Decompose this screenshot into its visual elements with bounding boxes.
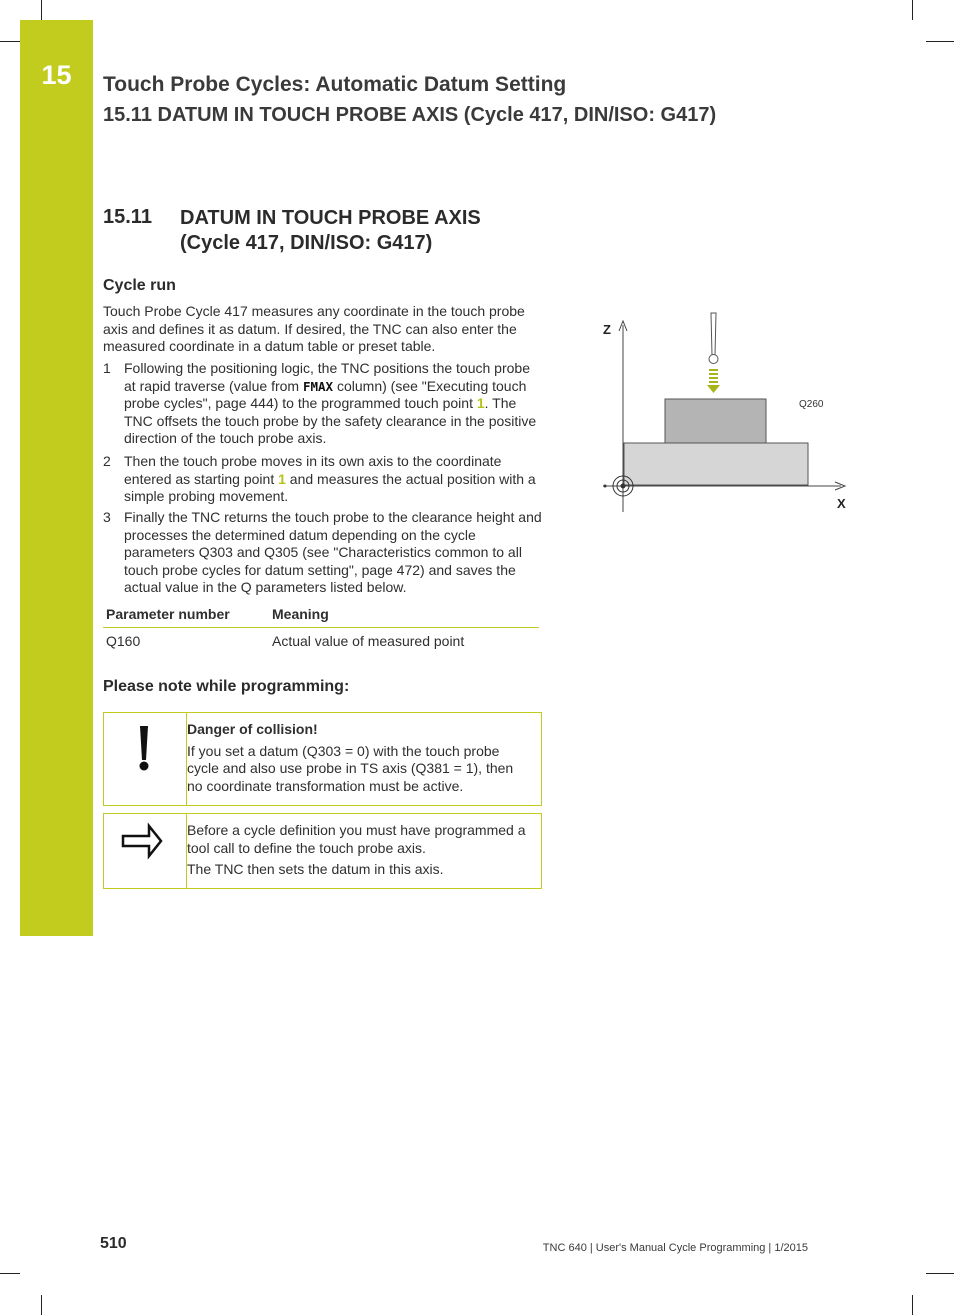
probe-ball — [709, 355, 718, 364]
column-header: Meaning — [269, 603, 539, 628]
exclamation-icon — [104, 713, 186, 805]
parameter-table — [103, 603, 539, 654]
warning-box — [103, 712, 542, 806]
footer-text: TNC 640 | User's Manual Cycle Programming | 1/2015 — [542, 1242, 808, 1254]
crop-mark — [926, 41, 954, 42]
column-header: Parameter number — [103, 603, 269, 628]
probe-direction-arrow — [707, 369, 720, 393]
page-number: 510 — [100, 1235, 127, 1252]
chapter-title: Touch Probe Cycles: Automatic Datum Setting — [103, 73, 567, 96]
cycle-run-intro: Touch Probe Cycle 417 measures any coordinate in the touch probe axis and defines it as datum. If desired, the TNC can also enter the measured coordinate in a datum table or preset table. — [103, 303, 525, 354]
crop-mark — [912, 0, 913, 20]
crop-mark — [926, 1273, 954, 1274]
info-line-2: The TNC then sets the datum in this axis. — [187, 861, 444, 877]
cycle-run-heading: Cycle run — [103, 277, 176, 294]
chapter-sidebar — [20, 20, 93, 936]
workpiece-step — [665, 399, 766, 443]
q260-label: Q260 — [799, 399, 824, 410]
info-line-1: Before a cycle definition you must have programmed a tool call to define the touch probe axis. — [187, 822, 526, 856]
step-1: 1 Following the positioning logic, the TNC positions the touch probe at rapid traverse (value from FMAX column) (see "Executing touch probe cycles", page 444) to the programmed touch point 1. The TNC offsets the touch probe by the safety clearance in the positive direction of the touch probe axis. — [103, 360, 537, 446]
workpiece-base — [624, 443, 808, 485]
crop-mark — [0, 1273, 20, 1274]
running-head: 15.11 DATUM IN TOUCH PROBE AXIS (Cycle 417, DIN/ISO: G417) — [103, 104, 717, 126]
step-3: 3 Finally the TNC returns the touch probe to the clearance height and processes the determined datum depending on the cycle parameters Q303 and Q305 (see "Characteristics common to all touch probe cycles for datum setting", page 472) and saves the actual value in the Q parameters listed below. — [103, 509, 542, 595]
probe-stylus — [711, 313, 716, 355]
warning-text: If you set a datum (Q303 = 0) with the touch probe cycle and also use probe in TS axis (Q381 = 1), then no coordinate transformation must be active. — [187, 742, 514, 794]
table-row: Q160 Actual value of measured point — [106, 633, 465, 649]
crop-mark — [41, 1295, 42, 1315]
section-number: 15.11 — [103, 206, 152, 228]
crop-mark — [41, 0, 42, 20]
warning-title: Danger of collision! — [187, 721, 318, 737]
info-box — [103, 813, 542, 889]
x-axis-label: X — [837, 496, 846, 511]
probe-diagram — [595, 305, 855, 520]
chapter-number: 15 — [41, 60, 72, 90]
programming-note-heading: Please note while programming: — [103, 678, 350, 695]
section-title: DATUM IN TOUCH PROBE AXIS (Cycle 417, DIN/ISO: G417) — [180, 207, 481, 254]
step-2: 2 Then the touch probe moves in its own axis to the coordinate entered as starting point 1 and measures the actual position with a simple probing movement. — [103, 453, 536, 504]
arrow-right-icon — [104, 814, 186, 888]
crop-mark — [912, 1295, 913, 1315]
z-axis-label: Z — [603, 322, 611, 337]
crop-mark — [0, 41, 20, 42]
